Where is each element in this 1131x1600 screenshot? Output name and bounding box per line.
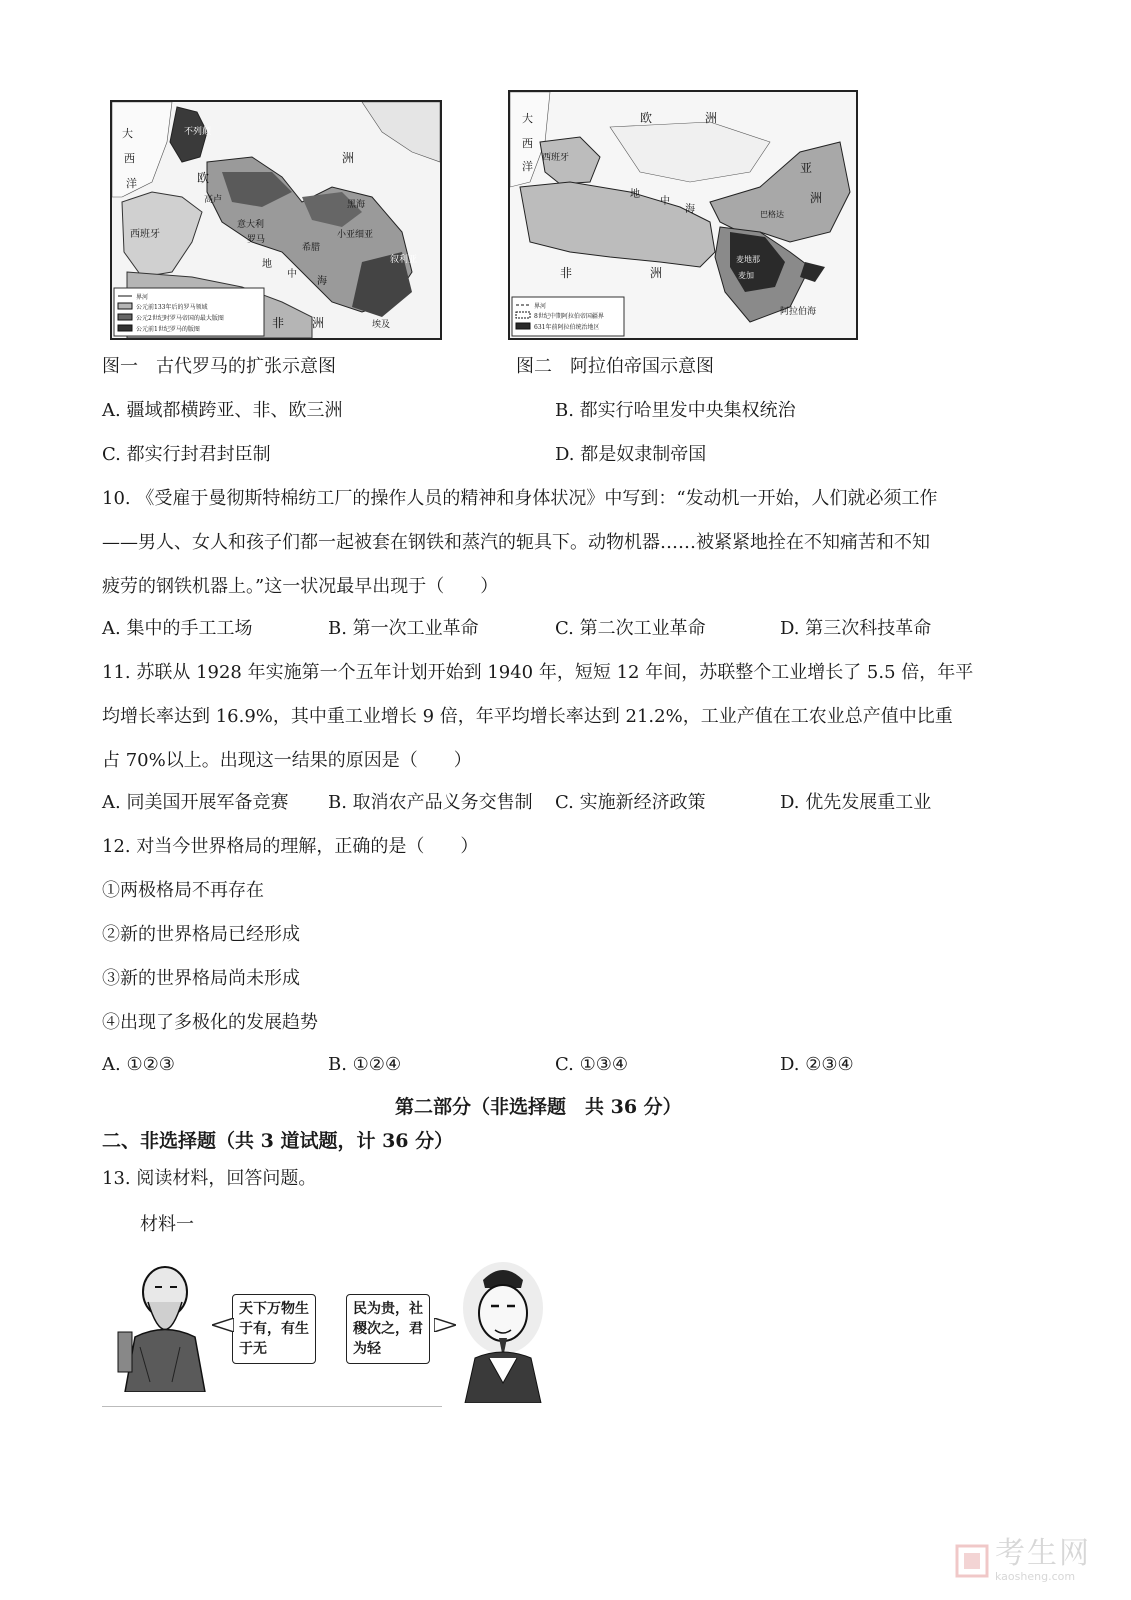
sage-left-icon	[110, 1262, 210, 1392]
svg-text:阿拉伯海: 阿拉伯海	[780, 307, 817, 317]
bubble-pointer-right-icon	[434, 1318, 456, 1332]
svg-text:西: 西	[124, 152, 135, 165]
svg-text:洲: 洲	[705, 111, 718, 125]
figure-1-map	[110, 100, 442, 340]
q9-option-c[interactable]: C. 都实行封君封臣制	[102, 444, 271, 465]
svg-text:罗马: 罗马	[247, 235, 266, 245]
q10-option-c[interactable]: C. 第二次工业革命	[555, 618, 706, 639]
svg-text:界河: 界河	[534, 303, 547, 310]
q12-item-4: ④出现了多极化的发展趋势	[102, 1012, 318, 1033]
svg-text:不列颠: 不列颠	[184, 127, 212, 137]
laozi-portrait	[110, 1262, 210, 1392]
q11-option-b[interactable]: B. 取消农产品义务交售制	[328, 792, 533, 813]
svg-text:西班牙: 西班牙	[130, 229, 160, 240]
q10-stem-line-1: 10. 《受雇于曼彻斯特棉纺工厂的操作人员的精神和身体状况》中写到：“发动机一开始，人们就必须工作	[102, 488, 938, 509]
q10-option-d[interactable]: D. 第三次科技革命	[780, 618, 932, 639]
svg-text:小亚细亚: 小亚细亚	[337, 230, 374, 240]
svg-text:非: 非	[560, 266, 573, 280]
svg-text:洲: 洲	[650, 266, 663, 280]
svg-text:西班牙: 西班牙	[542, 153, 570, 163]
roman-expansion-map	[112, 102, 440, 338]
speech-bubble-left: 天下万物生于有，有生于无	[232, 1294, 316, 1364]
q12-item-3: ③新的世界格局尚未形成	[102, 968, 300, 989]
svg-text:大: 大	[122, 127, 133, 140]
q9-option-a[interactable]: A. 疆域都横跨亚、非、欧三洲	[102, 400, 343, 421]
watermark-url: kaosheng.com	[995, 1570, 1076, 1583]
svg-text:叙利亚: 叙利亚	[390, 255, 418, 265]
q10-stem-line-2: ——男人、女人和孩子们都一起被套在钢铁和蒸汽的轭具下。动物机器……被紧紧地拴在不知痛苦和不知	[102, 532, 930, 553]
svg-text:海: 海	[317, 276, 327, 287]
svg-text:洲: 洲	[810, 191, 823, 205]
svg-text:地: 地	[262, 259, 272, 270]
svg-text:黑海: 黑海	[347, 200, 366, 210]
svg-text:亚: 亚	[800, 161, 813, 175]
site-watermark	[955, 1536, 1091, 1583]
q12-option-c[interactable]: C. ①③④	[555, 1054, 628, 1075]
q12-option-b[interactable]: B. ①②④	[328, 1054, 402, 1075]
figure-2-caption: 图二 阿拉伯帝国示意图	[516, 356, 714, 377]
svg-text:界河: 界河	[136, 294, 149, 301]
q12-item-1: ①两极格局不再存在	[102, 880, 264, 901]
q12-stem: 12. 对当今世界格局的理解，正确的是（ ）	[102, 836, 479, 857]
svg-text:公元2世纪时罗马帝国的最大版图: 公元2世纪时罗马帝国的最大版图	[136, 315, 224, 322]
svg-text:洲: 洲	[342, 151, 355, 165]
q10-option-b[interactable]: B. 第一次工业革命	[328, 618, 479, 639]
svg-text:麦加: 麦加	[738, 271, 754, 280]
q11-option-d[interactable]: D. 优先发展重工业	[780, 792, 932, 813]
svg-text:8世纪中期阿拉伯帝国疆界: 8世纪中期阿拉伯帝国疆界	[534, 313, 604, 320]
svg-text:欧: 欧	[197, 171, 210, 185]
part-2-title: 第二部分（非选择题 共 36 分）	[395, 1096, 682, 1118]
q10-stem-line-3: 疲劳的钢铁机器上。”这一状况最早出现于（ ）	[102, 576, 499, 597]
svg-text:公元前133年后的罗马领域: 公元前133年后的罗马领域	[136, 304, 208, 311]
kaosheng-logo-icon	[955, 1544, 989, 1578]
svg-text:欧: 欧	[640, 111, 653, 125]
q11-option-c[interactable]: C. 实施新经济政策	[555, 792, 706, 813]
q11-stem-line-2: 均增长率达到 16.9%，其中重工业增长 9 倍，年平均增长率达到 21.2%，工业产值在工农业总产值中比重	[102, 706, 953, 727]
watermark-cn: 考生网	[995, 1536, 1091, 1571]
svg-text:巴格达: 巴格达	[760, 210, 784, 219]
svg-text:非: 非	[272, 316, 285, 330]
figure-2-map	[508, 90, 858, 340]
q9-option-b[interactable]: B. 都实行哈里发中央集权统治	[555, 400, 796, 421]
mencius-portrait	[455, 1258, 551, 1403]
svg-text:希腊: 希腊	[302, 243, 321, 253]
q11-stem-line-3: 占 70%以上。出现这一结果的原因是（ ）	[102, 750, 472, 771]
svg-text:意大利: 意大利	[237, 220, 265, 230]
svg-text:海: 海	[685, 204, 695, 215]
svg-text:大: 大	[522, 112, 533, 125]
svg-text:高卢: 高卢	[204, 195, 223, 205]
sage-right-icon	[455, 1258, 551, 1403]
bubble-pointer-left-icon	[212, 1318, 234, 1332]
material-divider	[102, 1406, 442, 1407]
q11-stem-line-1: 11. 苏联从 1928 年实施第一个五年计划开始到 1940 年，短短 12 年间，苏联整个工业增长了 5.5 倍，年平	[102, 662, 974, 683]
svg-text:麦地那: 麦地那	[736, 255, 760, 264]
q10-option-a[interactable]: A. 集中的手工工场	[102, 618, 253, 639]
svg-text:埃及: 埃及	[372, 320, 391, 330]
svg-text:洋: 洋	[126, 177, 137, 190]
q12-option-a[interactable]: A. ①②③	[102, 1054, 175, 1075]
svg-text:631年前阿拉伯统治地区: 631年前阿拉伯统治地区	[534, 324, 600, 331]
q9-option-d[interactable]: D. 都是奴隶制帝国	[555, 444, 707, 465]
svg-text:西: 西	[522, 137, 533, 150]
svg-text:中: 中	[660, 196, 670, 207]
q11-option-a[interactable]: A. 同美国开展军备竞赛	[102, 792, 289, 813]
svg-text:洋: 洋	[522, 160, 533, 173]
svg-text:地: 地	[630, 189, 640, 200]
svg-text:公元前1世纪罗马的版图: 公元前1世纪罗马的版图	[136, 326, 200, 333]
material-1-label: 材料一	[140, 1214, 194, 1235]
speech-bubble-right: 民为贵，社稷次之，君为轻	[346, 1294, 430, 1364]
figure-1-caption: 图一 古代罗马的扩张示意图	[102, 356, 336, 377]
svg-text:洲: 洲	[312, 316, 325, 330]
q12-option-d[interactable]: D. ②③④	[780, 1054, 854, 1075]
q12-item-2: ②新的世界格局已经形成	[102, 924, 300, 945]
section-2-title: 二、非选择题（共 3 道试题，计 36 分）	[102, 1130, 454, 1152]
q13-stem: 13. 阅读材料，回答问题。	[102, 1168, 317, 1189]
svg-text:中: 中	[287, 269, 297, 280]
arab-empire-map	[510, 92, 856, 338]
